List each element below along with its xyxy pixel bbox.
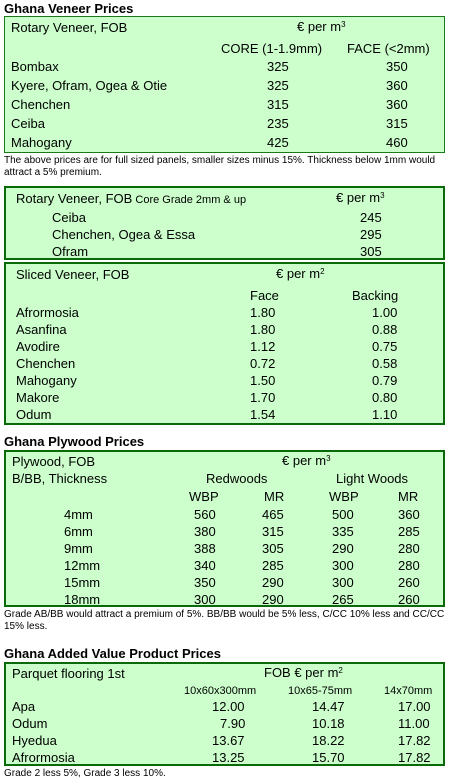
core-grade-unit: € per $m^3$ (336, 190, 385, 205)
parquet-col-2: 10x65-75mm (288, 685, 353, 697)
plywood-group-redwoods: Redwoods (206, 471, 268, 486)
rotary-col-core: CORE (1-1.9mm) (221, 41, 323, 56)
parquet-unit: FOB € per $m^2$ (264, 665, 343, 680)
plywood-col-mr-1: MR (264, 489, 285, 504)
plywood-group-lightwoods: Light Woods (336, 471, 409, 486)
parquet-table: Parquet flooring 1st FOB € per $m^2$ 10x60x300mm 10x65-75mm 14x70mm Apa 12.00 14.47 17.00 Odum 7.90 10.18 11.00 Hyedua 13.67 18.22 17.82 Afrormosia 13.25 15.70 17.82 (4, 662, 445, 766)
sliced-veneer-unit: € per $m^2$ (276, 266, 325, 281)
plywood-col-wbp-2: WBP (329, 489, 359, 504)
plywood-note: Grade AB/BB would attract a premium of 5%. BB/BB would be 5% less, C/CC 10% less and CC/CC 15% less. (4, 609, 445, 632)
veneer-heading: Ghana Veneer Prices (4, 1, 134, 16)
sliced-col-face: Face (250, 288, 279, 303)
parquet-col-1: 10x60x300mm (184, 685, 257, 697)
plywood-table: Plywood, FOB € per $m^3$ B/BB, Thickness Redwoods Light Woods WBP MR WBP MR 4mm 560 465 500 360 6mm 380 315 335 285 9mm 388 305 290 280 12mm 340 285 300 280 15mm 350 290 300 260 18mm 300 290 265 260 (4, 450, 445, 607)
plywood-col-wbp-1: WBP (189, 489, 219, 504)
rotary-col-face: FACE (<2mm) (347, 41, 430, 56)
parquet-col-3: 14x70mm (384, 685, 433, 697)
sliced-veneer-title: Sliced Veneer, FOB (16, 267, 130, 282)
sliced-col-backing: Backing (352, 288, 399, 303)
rotary-veneer-unit: € per $m^3$ (297, 19, 346, 34)
core-grade-title: Rotary Veneer, FOB Core Grade 2mm & up (16, 191, 247, 206)
plywood-col-mr-2: MR (398, 489, 419, 504)
added-value-heading: Ghana Added Value Product Prices (4, 646, 221, 661)
plywood-heading: Ghana Plywood Prices (4, 434, 145, 449)
added-value-note: Grade 2 less 5%, Grade 3 less 10%. (4, 768, 166, 779)
plywood-subtitle: B/BB, Thickness (12, 471, 108, 486)
plywood-title: Plywood, FOB (12, 454, 96, 469)
sliced-veneer-table: Sliced Veneer, FOB € per $m^2$ Face Backing Afrormosia 1.80 1.00 Asanfina 1.80 0.88 Avodire 1.12 0.75 Chenchen 0.72 0.58 Mahogany 1.50 0.79 Makore 1.70 0.80 Odum 1.54 1.10 (4, 262, 445, 425)
plywood-unit: € per $m^3$ (282, 453, 331, 468)
parquet-title: Parquet flooring 1st (12, 666, 125, 681)
rotary-veneer-table: Rotary Veneer, FOB € per $m^3$ CORE (1-1.9mm) FACE (<2mm) Bombax 325 350 Kyere, Ofram, Ogea & Otie 325 360 Chenchen 315 360 Ceiba 235 315 Mahogany 425 460 (4, 16, 445, 153)
core-grade-table: Rotary Veneer, FOB Core Grade 2mm & up € per $m^3$ Ceiba 245 Chenchen, Ogea & Essa 295 Ofram 305 (4, 186, 445, 260)
rotary-veneer-title: Rotary Veneer, FOB (11, 20, 128, 35)
veneer-note: The above prices are for full sized panels, smaller sizes minus 15%. Thickness below 1mm would attract a 5% premium. (4, 155, 436, 178)
